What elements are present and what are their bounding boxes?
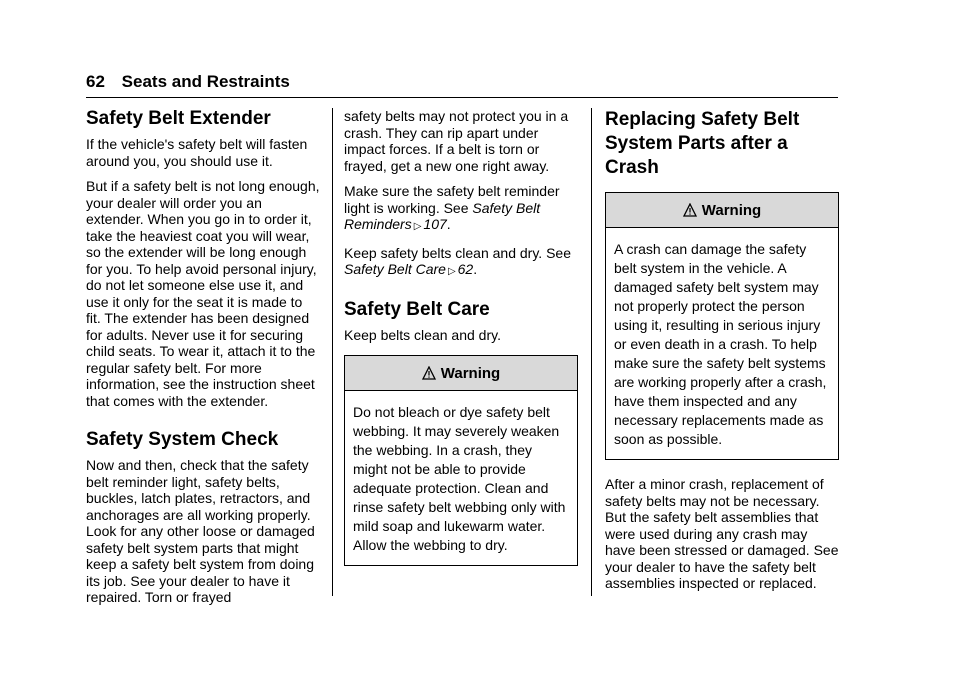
warning-box [605, 192, 839, 460]
page-reference-arrow-icon: ▷ [413, 221, 422, 232]
clean-paragraph: Keep safety belts clean and dry. See Safety Belt Care ▷ 62. [344, 244, 571, 277]
column-2 [344, 108, 578, 566]
reminder-paragraph: Make sure the safety belt reminder light is working. See Safety Belt Reminders ▷ 107. [344, 183, 560, 232]
section-title: Seats and Restraints [121, 72, 290, 91]
reminder-text: Make sure the safety belt reminder light is working. See [344, 183, 560, 216]
reminder-page-link[interactable]: 107 [423, 216, 447, 232]
page-header [86, 72, 838, 92]
belt-care-heading: Safety Belt Care [344, 298, 490, 320]
column-divider-2 [591, 108, 592, 596]
extender-heading: Safety Belt Extender [86, 108, 271, 129]
clean-text: Keep safety belts clean and dry. See [344, 244, 571, 261]
warning-header [345, 356, 577, 391]
warning-triangle-icon [422, 366, 436, 380]
torn-belts-paragraph: safety belts may not protect you in a crash. They can rip apart under impact forces. If a belt is torn or frayed, get a new one right away. [344, 108, 569, 174]
replacing-parts-heading: Replacing Safety Belt System Parts after a Crash [605, 109, 800, 178]
warning-text: Do not bleach or dye safety belt webbing. It may severely weaken the webbing. In a crash, they might not be able to provide adequate protection. Clean and rinse safety belt webbing only with mild soap and lukewarm water. Allow the webbing to dry. [353, 404, 566, 553]
belt-care-link[interactable]: Safety Belt Care [344, 261, 446, 277]
extender-paragraph-2: But if a safety belt is not long enough, your dealer will order you an extender. When you go in to order it, take the heaviest coat you will wear, so the extender will be long enough for you. To help avoid personal injury, do not let someone else use it, and use it only for the seat it is made to fit. The extender has been designed for adults. Never use it for securing child seats. To wear it, attach it to the regular safety belt. For more information, see the instruction sheet that comes with the extender. [86, 178, 320, 409]
minor-crash-paragraph: After a minor crash, replacement of safety belts may not be necessary. But the safety belt assemblies that were used during any crash may have been stressed or damaged. See your dealer to have the safety belt assemblies inspected or replaced. [605, 476, 839, 591]
reminder-link[interactable]: Safety Belt Reminders [344, 199, 541, 232]
page-reference-arrow-icon: ▷ [447, 266, 456, 277]
header-divider [86, 97, 838, 98]
warning-box [344, 355, 578, 566]
warning-title: Warning [701, 201, 762, 219]
belt-care-page-link[interactable]: 62 [457, 261, 474, 277]
warning-header [606, 193, 838, 228]
belt-care-paragraph: Keep belts clean and dry. [344, 326, 501, 343]
page-number: 62 [86, 72, 105, 91]
extender-paragraph-1: If the vehicle's safety belt will fasten around you, you should use it. [86, 136, 308, 169]
safety-check-paragraph: Now and then, check that the safety belt reminder light, safety belts, buckles, latch plates, retractors, and anchorages are all working properly. Look for any other loose or damaged safety belt system parts that might keep a safety belt system from doing its job. See your dealer to have it repaired. Torn or frayed [86, 457, 315, 605]
safety-check-heading: Safety System Check [86, 429, 279, 450]
column-3 [605, 108, 839, 601]
warning-triangle-icon [683, 203, 697, 217]
column-1 [86, 108, 320, 615]
warning-title: Warning [440, 364, 501, 382]
column-divider-1 [332, 108, 333, 596]
warning-text: A crash can damage the safety belt system in the vehicle. A damaged safety belt system may not properly protect the person using it, resulting in serious injury or even death in a crash. To help make sure the safety belt systems are working properly after a crash, have them inspected and any necessary replacements made as soon as possible. [614, 241, 827, 447]
